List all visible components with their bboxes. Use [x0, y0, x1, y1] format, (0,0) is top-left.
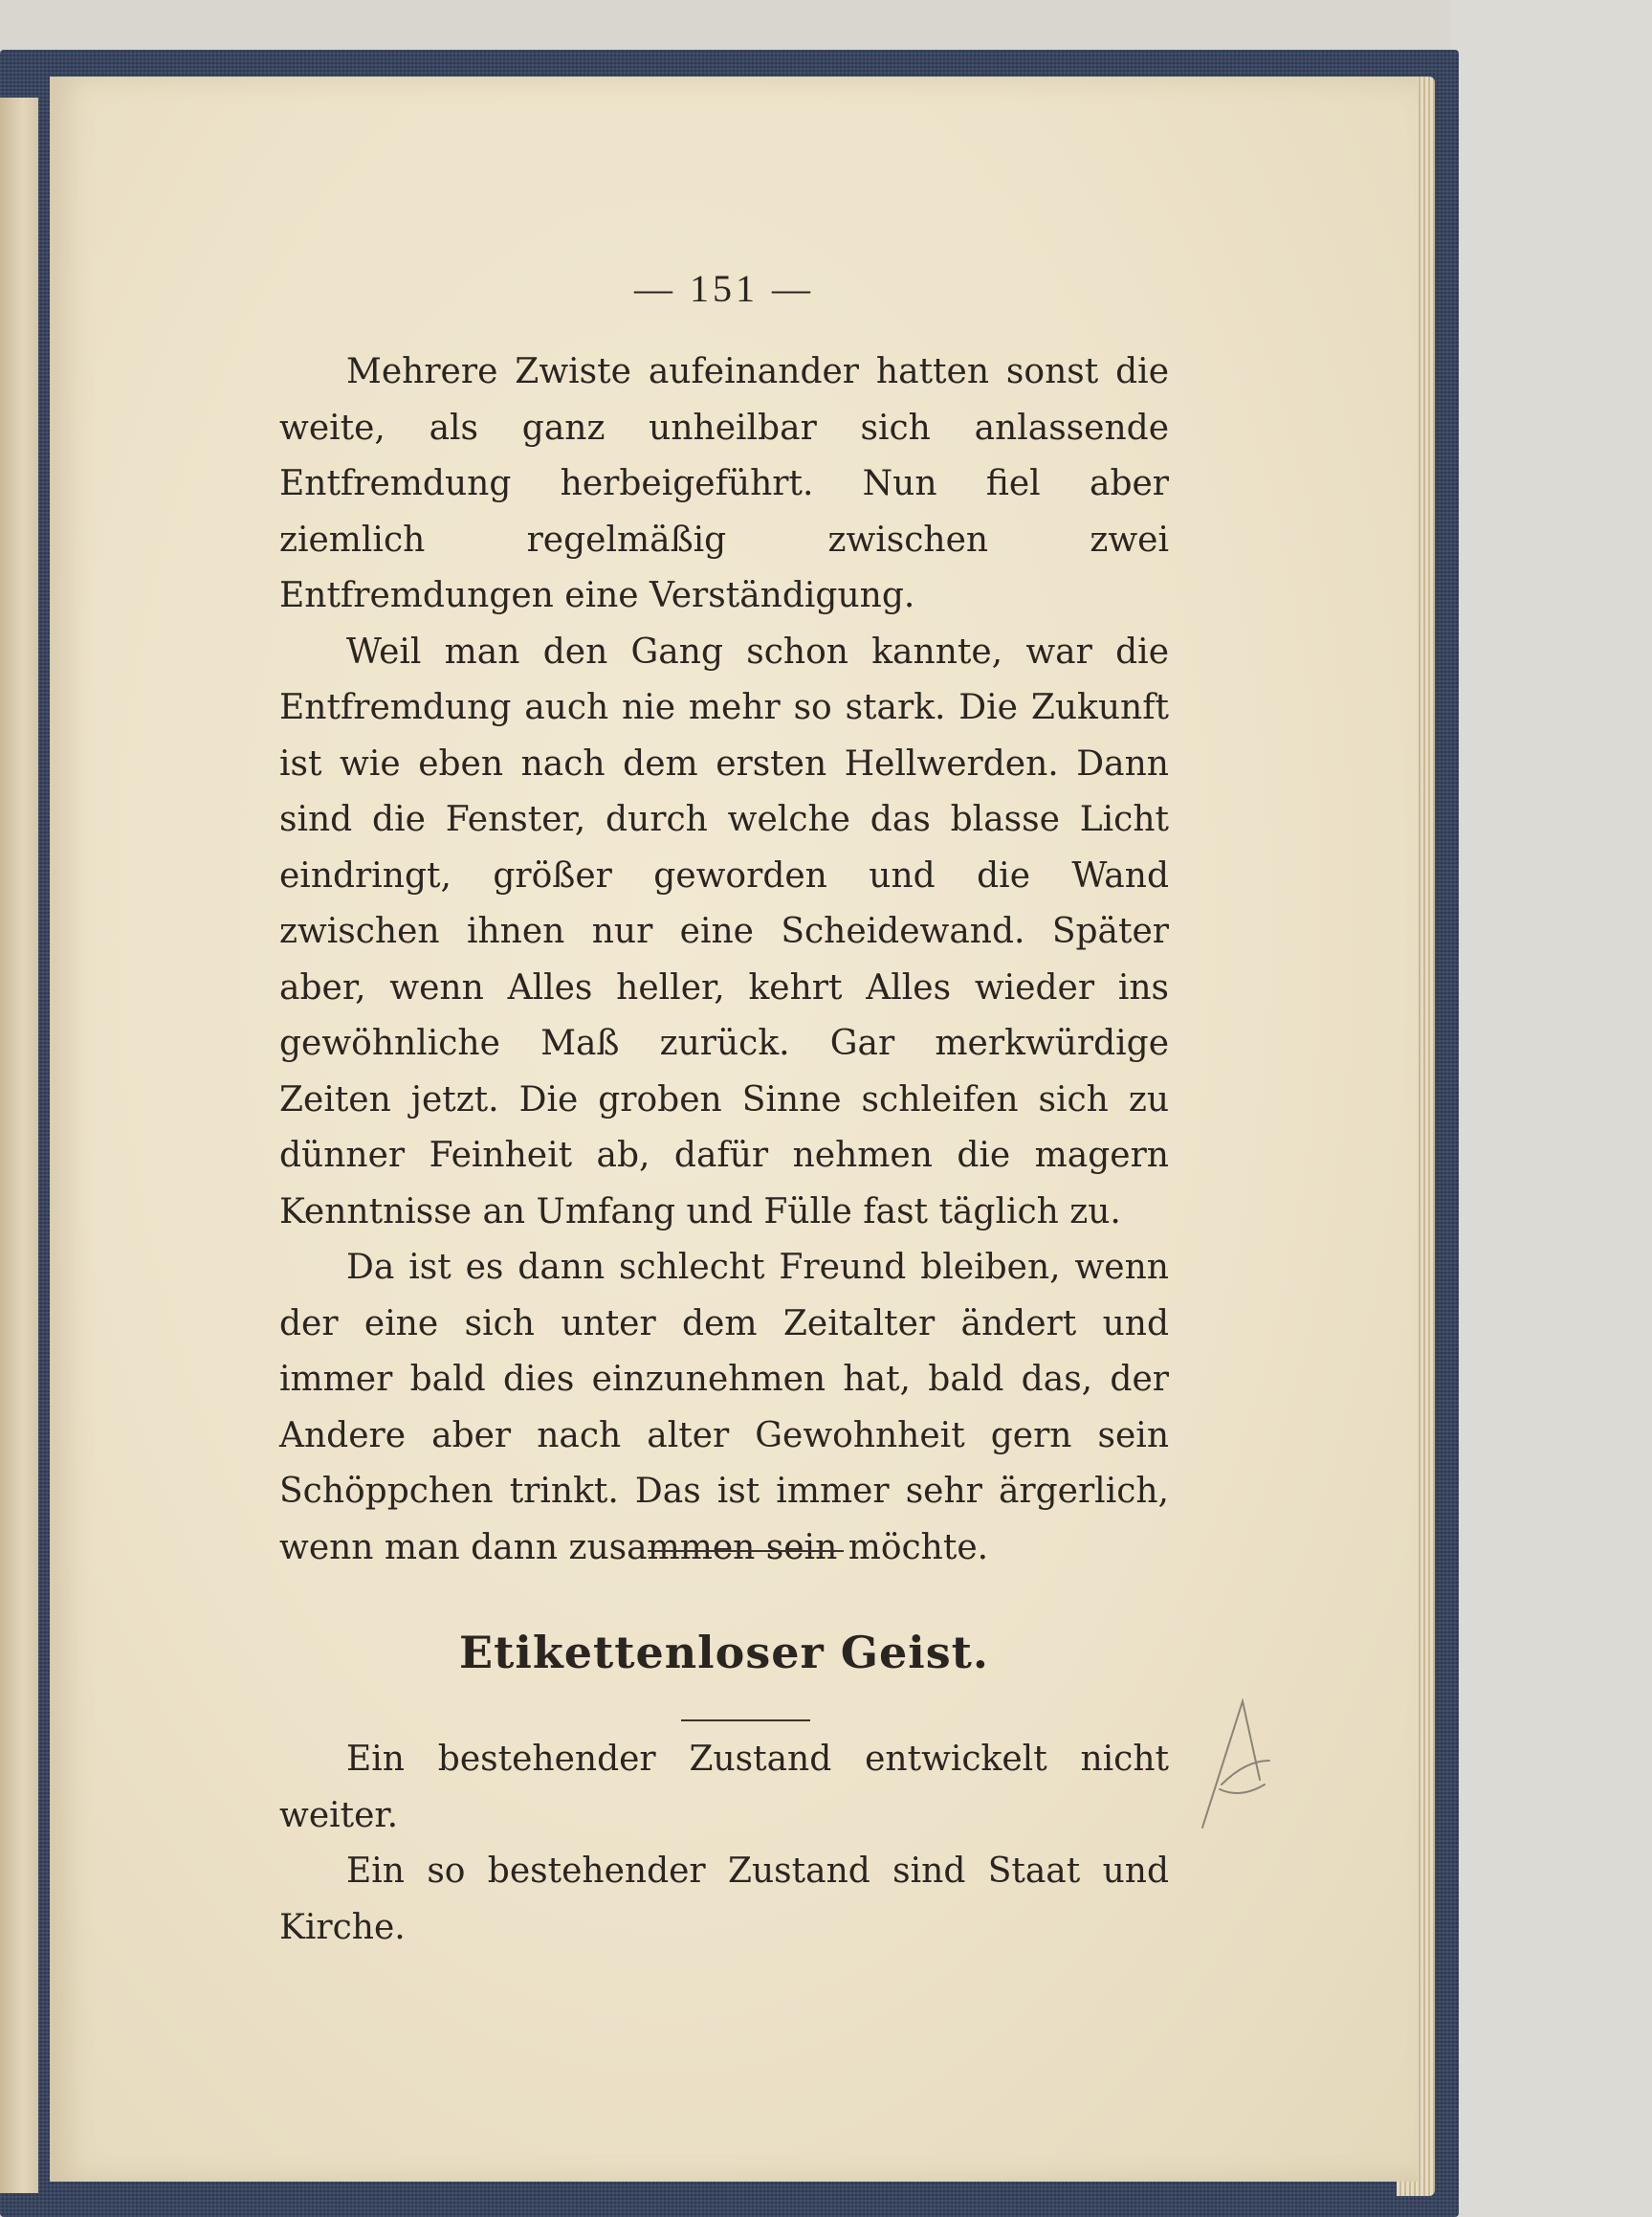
paragraph: Ein bestehender Zustand entwickelt nicht weiter. — [279, 1740, 1169, 1835]
section-text — [279, 1732, 1169, 1956]
paragraph: Mehrere Zwiste aufeinander hatten sonst die weite, als ganz unheilbar sich anlassende Entfremdung herbeigeführt. Nun fiel aber ziemlich regelmäßig zwischen zwei Entfremdungen eine Verständigung. — [279, 352, 1169, 615]
paragraph: Weil man den Gang schon kannte, war die Entfremdung auch nie mehr so stark. Die Zukunft ist wie eben nach dem ersten Hellwerden. Dann sind die Fenster, durch welche das blasse Licht eindringt, größer geworden und die Wand zwischen ihnen nur eine Scheidewand. Später aber, wenn Alles heller, kehrt Alles wieder ins gewöhnliche Maß zurück. Gar merkwürdige Zeiten jetzt. Die groben Sinne schleifen sich zu dünner Feinheit ab, dafür nehmen die magern Kenntnisse an Umfang und Fülle fast täglich zu. — [279, 632, 1169, 1231]
body-text — [279, 344, 1169, 1576]
pencil-margin-mark-icon — [1193, 1694, 1279, 1837]
book-page — [50, 77, 1418, 2182]
background-surface — [1451, 0, 1652, 2217]
section-title: Etikettenloser Geist. — [459, 1627, 989, 1678]
title-underline — [681, 1719, 810, 1721]
paragraph: Ein so bestehender Zustand sind Staat und Kirche. — [279, 1851, 1169, 1947]
page-number: — 151 — — [634, 267, 814, 310]
previous-page-edge — [0, 98, 38, 2193]
section-separator — [648, 1550, 844, 1552]
paragraph: Da ist es dann schlecht Freund bleiben, wenn der eine sich unter dem Zeitalter ändert und immer bald dies einzunehmen hat, bald das, der Andere aber nach alter Gewohnheit gern sein Schöppchen trinkt. Das ist immer sehr ärgerlich, wenn man dann zusammen sein möchte. — [279, 1248, 1169, 1567]
